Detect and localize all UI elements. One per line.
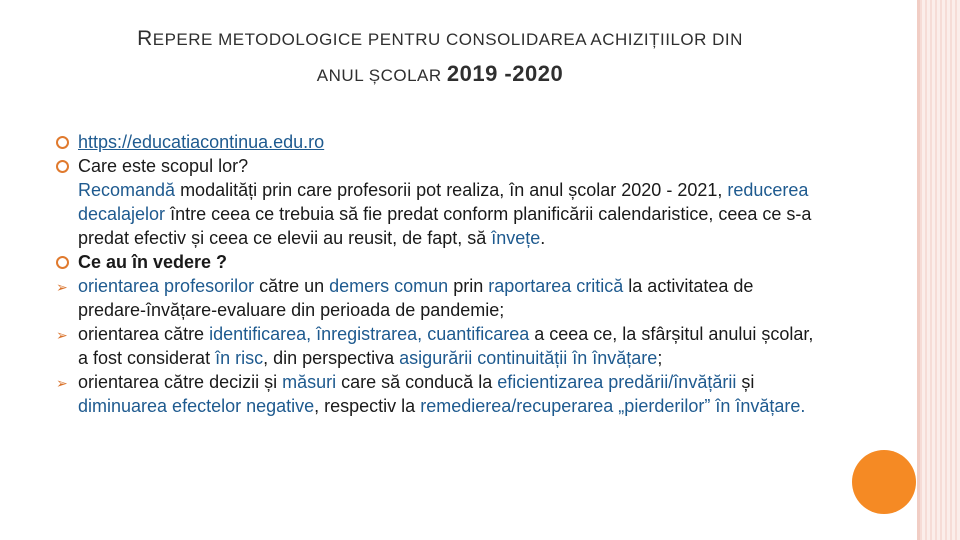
title-line-1: REPERE METODOLOGICE PENTRU CONSOLIDAREA ACHIZIȚIILOR DIN bbox=[137, 27, 743, 50]
arrow-bullet-icon: ➢ bbox=[56, 327, 68, 343]
decorative-stripes bbox=[920, 0, 960, 540]
slide-title bbox=[0, 22, 880, 93]
decorative-stripe-border bbox=[917, 0, 920, 540]
list-item-bullet-2: ➢ orientarea către identificarea, înregistrarea, cuantificarea a ceea ce, la sfârșitul anului școlar, a fost considerat în risc, din perspectiva asigurării continuității în învățare; bbox=[56, 324, 814, 368]
arrow-bullet-icon: ➢ bbox=[56, 375, 68, 391]
educatia-continua-link[interactable]: https://educatiacontinua.edu.ro bbox=[78, 132, 325, 152]
arrow-bullet-icon: ➢ bbox=[56, 279, 68, 295]
answer-paragraph: Recomandă modalități prin care profesorii pot realiza, în anul școlar 2020 - 2021, reducerea decalajelor între ceea ce trebuia să fie predat conform planificării calendaristice, ceea ce s-a predat efectiv și ceea ce elevii au reusit, de fapt, să învețe. bbox=[78, 180, 812, 248]
list-item-link bbox=[56, 130, 816, 154]
ring-bullet-icon bbox=[56, 136, 69, 149]
list-item-bullet-3: ➢ orientarea către decizii și măsuri care să conducă la eficientizarea predării/învățării și diminuarea efectelor negative, respectiv la remedierea/recuperarea „pierderilor” în învățare. bbox=[56, 372, 806, 416]
ring-bullet-icon bbox=[56, 256, 69, 269]
list-item-question-1 bbox=[56, 154, 816, 178]
slide-content bbox=[56, 130, 816, 418]
orange-circle-decoration bbox=[852, 450, 916, 514]
question-1: Care este scopul lor? bbox=[78, 156, 249, 176]
list-item-question-2 bbox=[56, 250, 816, 274]
ring-bullet-icon bbox=[56, 160, 69, 173]
title-line-2: ANUL ȘCOLAR 2019 -2020 bbox=[316, 61, 564, 86]
list-item-bullet-1: ➢ orientarea profesorilor către un demers comun prin raportarea critică la activitatea de predare-învățare-evaluare din perioada de pandemie; bbox=[56, 276, 754, 320]
question-2: Ce au în vedere ? bbox=[78, 252, 228, 272]
